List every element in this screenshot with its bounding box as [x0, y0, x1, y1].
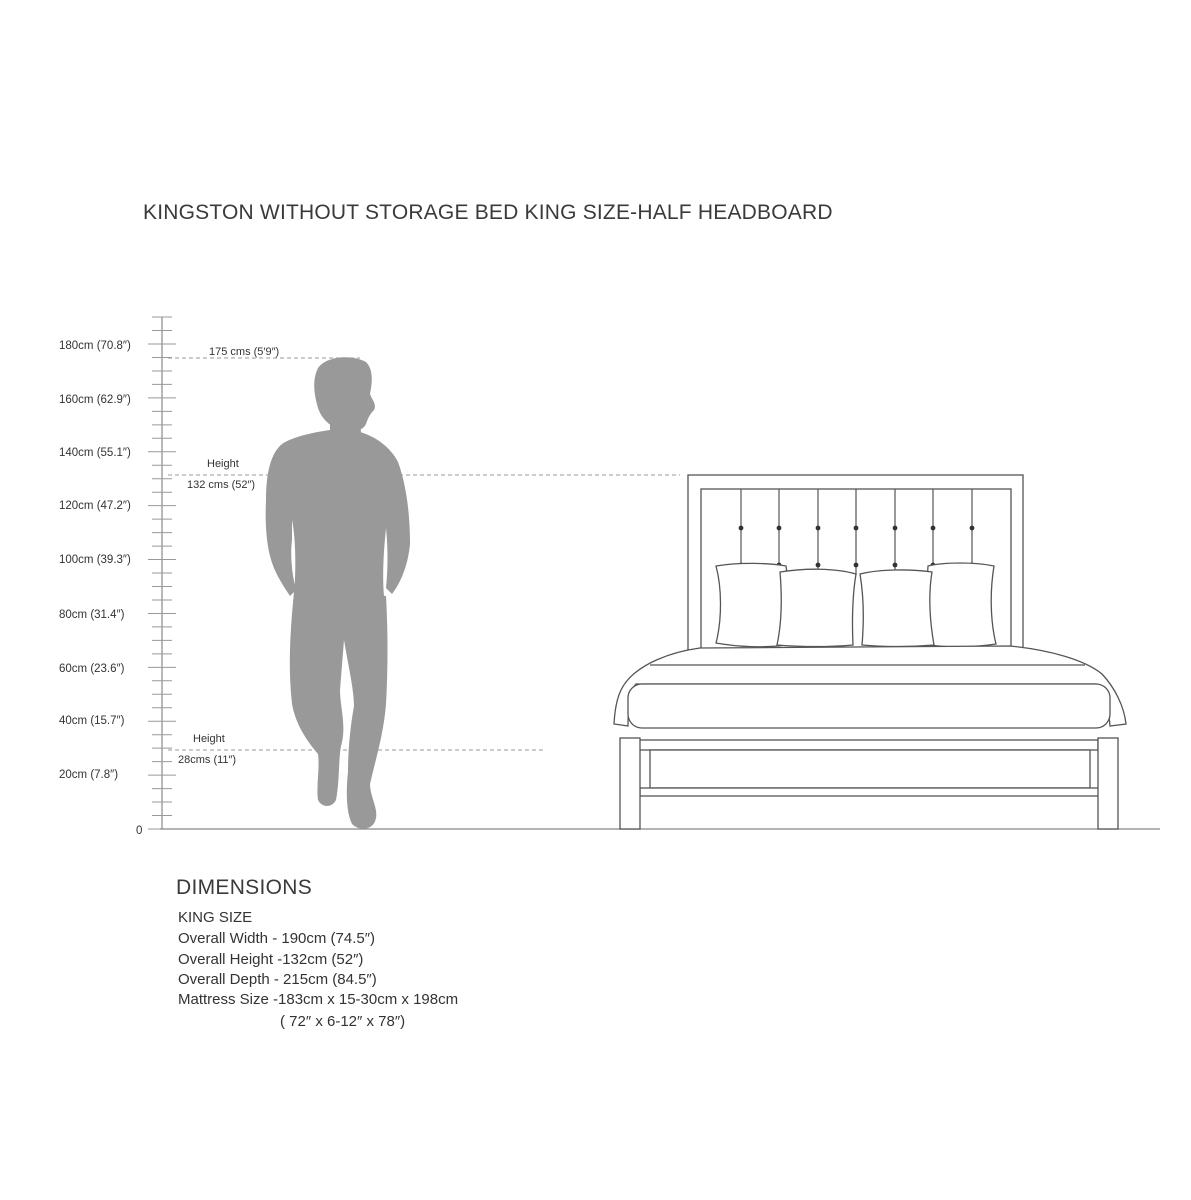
dimension-height: Overall Height -132cm (52″)	[178, 951, 364, 968]
person-height-label: 175 cms (5′9″)	[209, 346, 280, 358]
bed-drawing	[614, 475, 1126, 829]
scale-label-0: 0	[136, 825, 143, 837]
headboard-button	[777, 526, 782, 531]
dimensions-heading: DIMENSIONS	[176, 876, 313, 899]
dimension-mattress: Mattress Size -183cm x 15-30cm x 198cm	[178, 991, 459, 1008]
scale-label-60: 60cm (23.6″)	[59, 663, 125, 675]
scale-label-140: 140cm (55.1″)	[59, 447, 131, 459]
bed-side-rail	[650, 750, 1090, 788]
headboard-button	[893, 526, 898, 531]
dimension-width: Overall Width - 190cm (74.5″)	[178, 930, 376, 947]
headboard-button	[739, 526, 744, 531]
scale-label-40: 40cm (15.7″)	[59, 715, 125, 727]
scale-label-160: 160cm (62.9″)	[59, 394, 131, 406]
scale-label-20: 20cm (7.8″)	[59, 769, 119, 781]
bed-height-value: 28cms (11″)	[178, 754, 237, 766]
headboard-button	[970, 526, 975, 531]
bed-leg-left	[620, 738, 640, 829]
mattress	[628, 684, 1110, 728]
height-scale-ruler	[148, 317, 176, 829]
scale-label-120: 120cm (47.2″)	[59, 500, 131, 512]
bed-height-label: Height	[193, 733, 225, 745]
pillow-right-back	[927, 563, 996, 647]
pillow-left-back	[716, 563, 789, 646]
bed-leg-right	[1098, 738, 1118, 829]
bed-bottom-rail	[640, 788, 1100, 796]
headboard-button	[816, 526, 821, 531]
bed-base-rail	[636, 740, 1098, 750]
headboard-button	[854, 526, 859, 531]
dimension-size: KING SIZE	[178, 909, 253, 926]
headboard-height-label: Height	[207, 458, 239, 470]
headboard-button	[893, 563, 898, 568]
dimension-depth: Overall Depth - 215cm (84.5″)	[178, 971, 377, 988]
pillow-right-front	[860, 570, 934, 647]
person-silhouette	[266, 357, 410, 829]
pillow-left-front	[777, 569, 856, 646]
scale-label-80: 80cm (31.4″)	[59, 609, 125, 621]
diagram-title: KINGSTON WITHOUT STORAGE BED KING SIZE-HALF HEADBOARD	[143, 201, 833, 224]
scale-label-100: 100cm (39.3″)	[59, 554, 131, 566]
headboard-button	[816, 563, 821, 568]
headboard-height-value: 132 cms (52″)	[187, 479, 256, 491]
scale-label-180: 180cm (70.8″)	[59, 340, 131, 352]
scale-labels	[59, 340, 142, 837]
dimension-mattress-imperial: ( 72″ x 6-12″ x 78″)	[280, 1013, 406, 1030]
headboard-button	[931, 526, 936, 531]
headboard-button	[854, 563, 859, 568]
